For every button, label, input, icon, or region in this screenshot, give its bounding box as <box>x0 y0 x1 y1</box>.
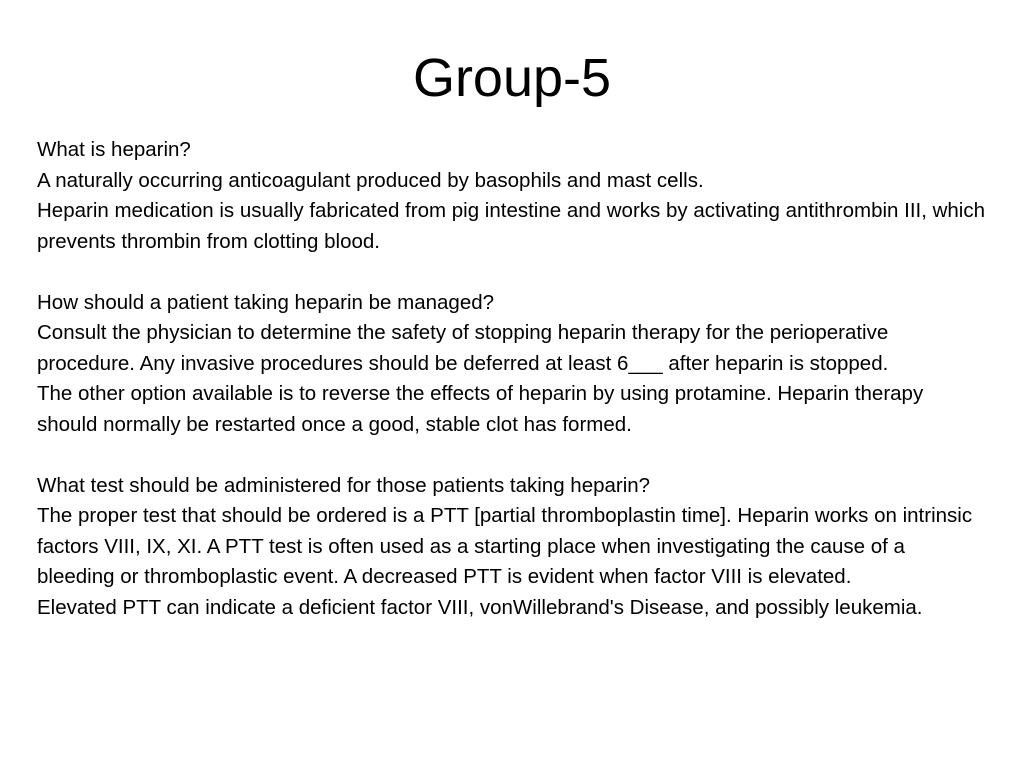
answer-reverse-effects: The other option available is to reverse the effects of heparin by using protamine. Heparin therapy should normally be restarted once a good, stable clot has formed. <box>37 382 924 436</box>
paragraph-spacer <box>37 440 987 471</box>
slide-title: Group-5 <box>412 48 612 108</box>
answer-consult-physician: Consult the physician to determine the safety of stopping heparin therapy for the perioperative procedure. Any invasive procedures should be deferred at least 6___ after heparin is stopped. <box>37 321 889 375</box>
answer-heparin-medication: Heparin medication is usually fabricated from pig intestine and works by activating antithrombin III, which prevents thrombin from clotting blood. <box>37 199 986 253</box>
question-heparin: What is heparin? <box>37 138 191 161</box>
answer-ptt-test: The proper test that should be ordered is a PTT [partial thromboplastin time]. Heparin works on intrinsic factors VIII, IX, XI. A PTT test is often used as a starting place when investigating the cause of a bleeding or thromboplastic event. A decreased PTT is evident when factor VIII is elevated. <box>37 504 973 588</box>
question-patient-management: How should a patient taking heparin be managed? <box>37 290 495 314</box>
answer-heparin-definition: A naturally occurring anticoagulant produced by basophils and mast cells. <box>37 168 704 192</box>
answer-elevated-ptt: Elevated PTT can indicate a deficient factor VIII, vonWillebrand's Disease, and possibly leukemia. <box>37 595 923 619</box>
question-test: What test should be administered for those patients taking heparin? <box>37 473 651 497</box>
paragraph-spacer <box>37 257 987 288</box>
slide-body <box>37 135 987 623</box>
